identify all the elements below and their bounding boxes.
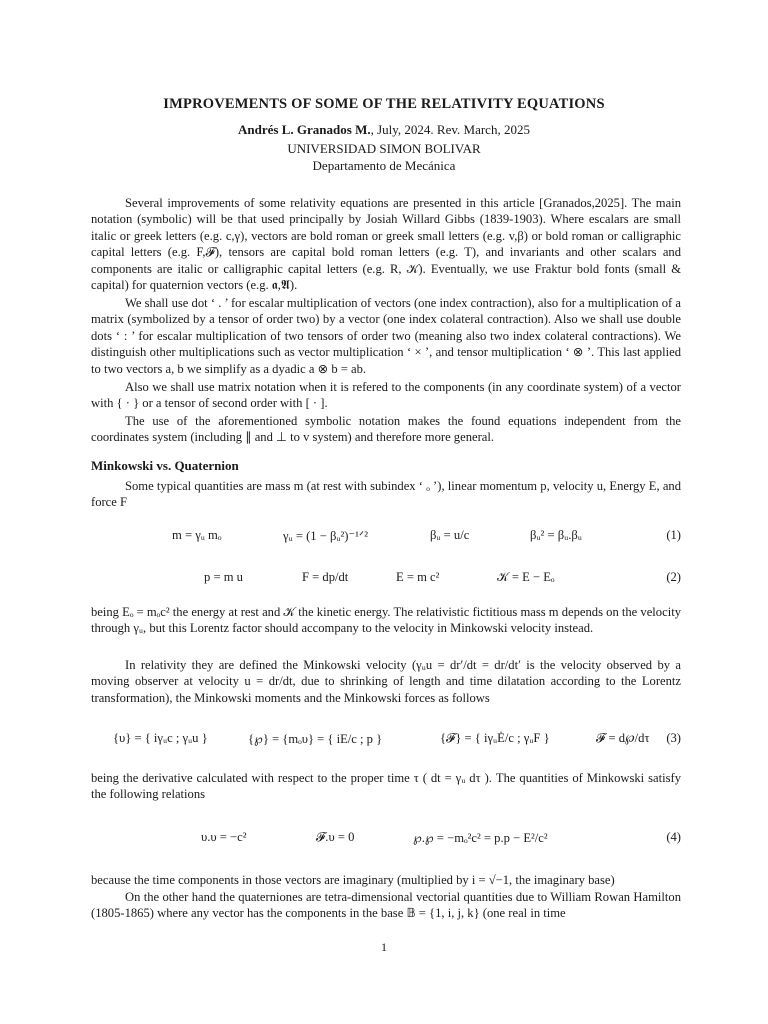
- section-title: Minkowski vs. Quaternion: [91, 458, 239, 473]
- department: Departamento de Mecánica: [312, 158, 456, 173]
- paragraph-rest-energy: being Eₒ = mₒc² the energy at rest and 𝒦 the kinetic energy. The relativistic fictitious mass m depends on the velocity through γᵤ, but this Lorentz factor should accompany to the velocity in Minkowski velocity instead.: [91, 605, 681, 636]
- page-number: 1: [381, 940, 387, 954]
- paragraph-minkowski: In relativity they are defined the Minkowski velocity (γᵤu = dr′/dt = dr/dt′ is the velocity observed by a moving observer at velocity u = dr/dt, due to shrinking of length and time dilatation according to the Lorentz transformation), the Minkowski moments and the Minkowski forces as follows: [91, 658, 681, 705]
- eq1-lorentz-factor: γᵤ = (1 − βᵤ²)⁻¹ᐟ²: [283, 529, 369, 543]
- paragraph-intro: Several improvements of some relativity equations are presented in this article [Granados,2025]. The main notation (symbolic) will be that used principally by Josiah Willard Gibbs (1839-1903). Where escalars are small italic or greek letters (e.g. c,γ), vectors are bold roman or greek small letters (e.g. v,β) or bold roman or calligraphic capital letters (e.g. F,𝓕), tensors are capital bold roman letters (e.g. T), and invariants and other scalars and components are italic or calligraphic capital letters (e.g. R, 𝒦). Eventually, we use Fraktur bold fonts (small & capital) for quaternion vectors (e.g. 𝖆,𝕬).: [91, 196, 681, 293]
- paragraph-quaternions: On the other hand the quaterniones are tetra-dimensional vectorial quantities due to William Rowan Hamilton (1805-1865) where any vector has the components in the base 𝔹 = {1, i, j, k} (one real in time: [91, 890, 681, 921]
- eq1-beta-squared: βᵤ² = βᵤ.βᵤ: [530, 528, 582, 542]
- paper-title: IMPROVEMENTS OF SOME OF THE RELATIVITY EQUATIONS: [163, 96, 605, 112]
- paragraph-notation: We shall use dot ‘ . ’ for escalar multiplication of vectors (one index contraction), also for a multiplication of a matrix (symbolized by a tensor of order two) by a vector (one index colateral contraction). Also we shall use double dots ‘ : ’ for escalar multiplication of two tensors of order two (meaning also two index colateral contractions). We distinguish other multiplications such as vector multiplication ‘ × ’, and tensor multiplication ‘ ⊗ ’. This last applied to two vectors a, b we simplify as a dyadic a ⊗ b = ab.: [91, 296, 681, 376]
- eq3-velocity: {υ} = { iγᵤc ; γᵤu }: [113, 731, 208, 745]
- eq3-number: (3): [666, 731, 681, 745]
- eq3-force-derivative: 𝓕 = d℘/dτ: [596, 731, 650, 745]
- eq4-moment-norm: ℘.℘ = −mₒ²c² = p.p − E²/c²: [413, 831, 548, 845]
- eq1-beta: βᵤ = u/c: [430, 528, 470, 542]
- eq2-number: (2): [666, 570, 681, 584]
- paragraph-symbolic: The use of the aforementioned symbolic notation makes the found equations independent from the coordinates system (including ∥ and ⊥ to v system) and therefore more general.: [91, 414, 681, 445]
- paragraph-imaginary: because the time components in those vectors are imaginary (multiplied by i = √−1, the imaginary base): [91, 873, 615, 887]
- paragraph-quantities: Some typical quantities are mass m (at rest with subindex ‘ ₒ ’), linear momentum p, velocity u, Energy E, and force F: [91, 479, 681, 510]
- eq3-force-vector: {𝓕} = { iγᵤĖ/c ; γᵤF }: [440, 731, 550, 745]
- eq4-number: (4): [666, 830, 681, 844]
- author-line: [0, 122, 768, 138]
- author-date: , July, 2024. Rev. March, 2025: [370, 122, 530, 137]
- eq3-moment: {℘} = {mₒυ} = { iE/c ; p }: [248, 732, 383, 746]
- paragraph-matrix: Also we shall use matrix notation when it is refered to the components (in any coordinate system) of a vector with { · } or a tensor of second order with [ · ].: [91, 380, 681, 411]
- eq4-velocity-norm: υ.υ = −c²: [201, 830, 247, 844]
- eq2-force: F = dp/dt: [302, 570, 349, 584]
- eq1-number: (1): [666, 528, 681, 542]
- eq2-kinetic: 𝒦 = E − Eₒ: [497, 570, 555, 584]
- eq2-energy: E = m c²: [396, 570, 440, 584]
- eq2-momentum: p = m u: [204, 570, 243, 584]
- university: UNIVERSIDAD SIMON BOLIVAR: [287, 141, 481, 156]
- author-name: Andrés L. Granados M.: [238, 122, 371, 137]
- eq4-force-velocity: 𝓕.υ = 0: [316, 830, 355, 844]
- paragraph-proper-time: being the derivative calculated with respect to the proper time τ ( dt = γᵤ dτ ). The quantities of Minkowski satisfy the following relations: [91, 771, 681, 802]
- eq1-mass: m = γᵤ mₒ: [172, 528, 222, 542]
